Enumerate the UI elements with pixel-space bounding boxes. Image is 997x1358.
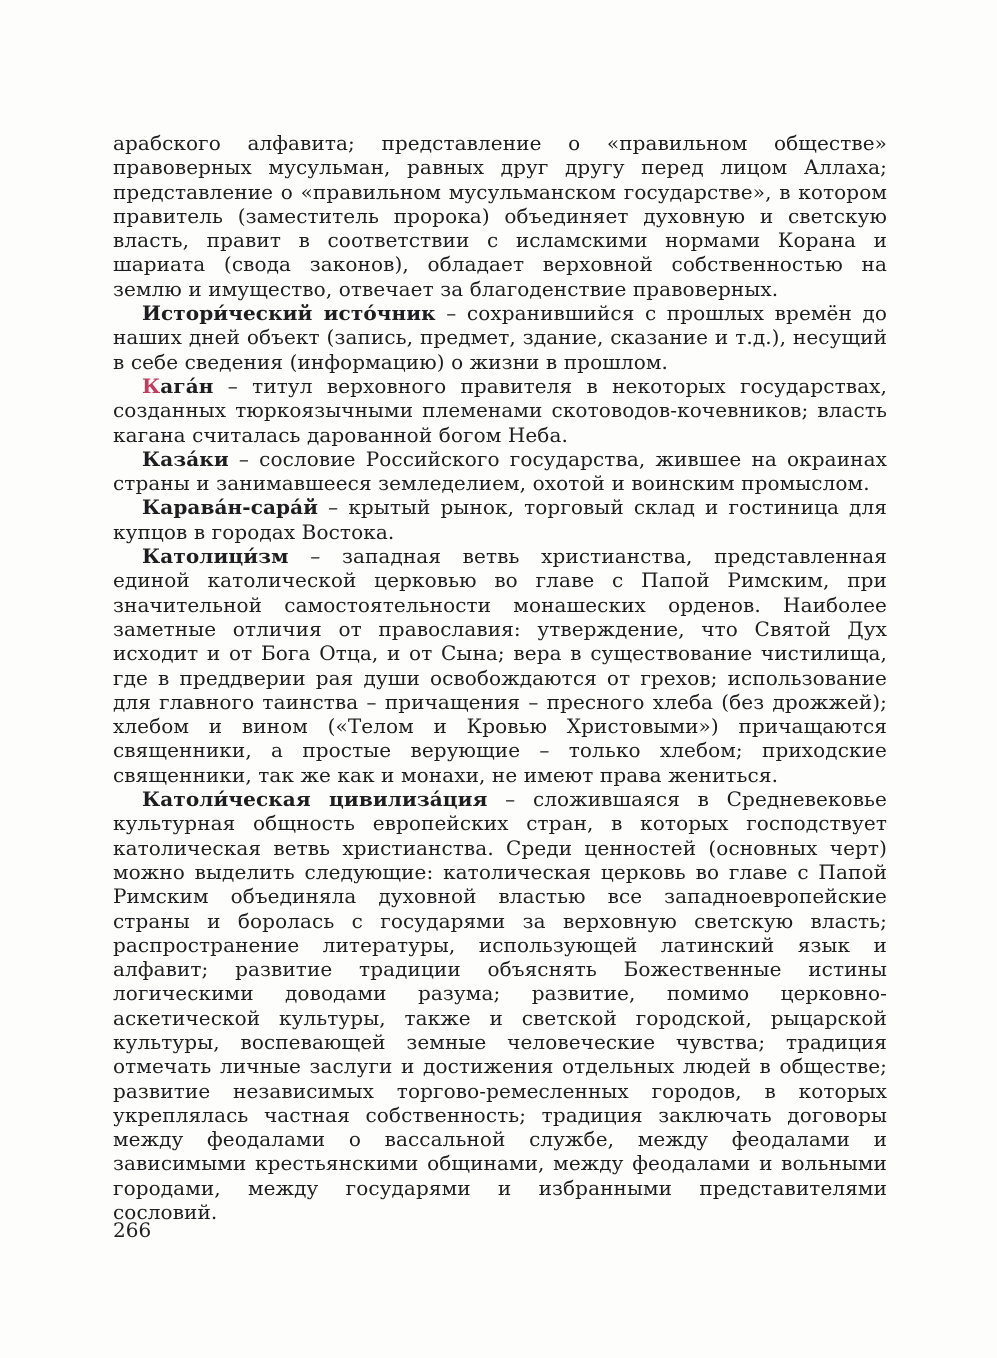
definition-text: сословие Российского государства, жившее на окраинах страны и занимавшееся земледелием, охотой и воинским промыслом. [113,446,887,496]
term-separator: – [310,544,321,569]
glossary-entry-kagan [113,374,887,447]
definition-text: сохранившийся с прошлых времён до наших дней объект (запись, предмет, здание, сказание и т.д.), несущий в себе сведения (информацию) о жизни в прошлом. [113,301,887,374]
definition-text: арабского алфавита; представление о «правильном обществе» правоверных мусульман, равных друг другу перед лицом Аллаха; представление о «правильном мусульманском государстве», в котором правитель (заместитель пророка) объединяет духовную и светскую власть, правит в соответствии с исламскими нормами Корана и шариата (свода законов), обладает верховной собственностью на землю и имущество, отвечает за благоденствие правоверных. [113,131,887,301]
term-separator: – [238,446,250,471]
glossary-entry-katolicheskaya-tsivilizatsiya [113,787,887,1224]
glossary-entry-karavan-saray [113,495,887,544]
term-separator: – [227,373,238,398]
term-text: Католи́ческая цивилиза́ция [142,787,488,812]
glossary-text-block [113,131,887,1224]
term-text: Каза́ки [142,446,229,471]
term-separator: – [505,787,516,812]
definition-text: титул верховного правителя в некоторых государствах, созданных тюркоязычными племенами скотоводов-кочевников; власть кагана считалась дарованной богом Неба. [113,373,887,447]
page-number: 266 [113,1218,152,1242]
term-text [142,374,214,398]
glossary-entry-kazaki [113,447,887,496]
term-text: Карава́н-сара́й [142,495,319,520]
term-text: Католици́зм [142,544,289,569]
glossary-entry-istoricheskiy-istochnik [113,301,887,374]
definition-text: западная ветвь христианства, представленная единой католической церковью во главе с Папой Римским, при значительной самостоятельности монашеских орденов. Наиболее заметные отличия от православия: утверждение, что Святой Дух исходит и от Бога Отца, и от Сына; вера в существование чистилища, где в преддверии рая души освобождаются от грехов; использование для главного таинства – причащения – пресного хлеба (без дрожжей); хлебом и вином («Телом и Кровью Христовыми») причащаются священники, а простые верующие – только хлебом; приходские священники, так же как и монахи, не имеют права жениться. [113,544,887,787]
definition-text: крытый рынок, торговый склад и гостиница для купцов в городах Востока. [113,495,887,544]
term-text: Истори́ческий исто́чник [142,301,436,326]
term-rest: ага́н [160,373,214,398]
term-separator: – [328,495,339,520]
term-initial-letter: К [142,373,161,398]
glossary-entry-continuation [113,131,887,301]
glossary-entry-katolitsizm [113,544,887,787]
term-separator: – [446,301,457,326]
definition-text: сложившаяся в Средневековье культурная общность европейских стран, в которых господствует католическая ветвь христианства. Среди ценностей (основных черт) можно выделить следующие: католическая церковь во главе с Папой Римским объединяла духовной властью все западноевропейские страны и боролась с государями за верховную светскую власть; распространение литературы, использующей латинский язык и алфавит; развитие традиции объяснять Божественные истины логическими доводами разума; развитие, помимо церковно-аскетической культуры, также и светской городской, рыцарской культуры, воспевающей земные человеческие чувства; традиция отмечать личные заслуги и достижения отдельных людей в обществе; развитие независимых торгово-ремесленных городов, в которых укреплялась частная собственность; традиция заключать договоры между феодалами о вассальной службе, между феодалами и зависимыми крестьянскими общинами, между феодалами и вольными городами, между государями и избранными представителями сословий. [113,787,887,1225]
